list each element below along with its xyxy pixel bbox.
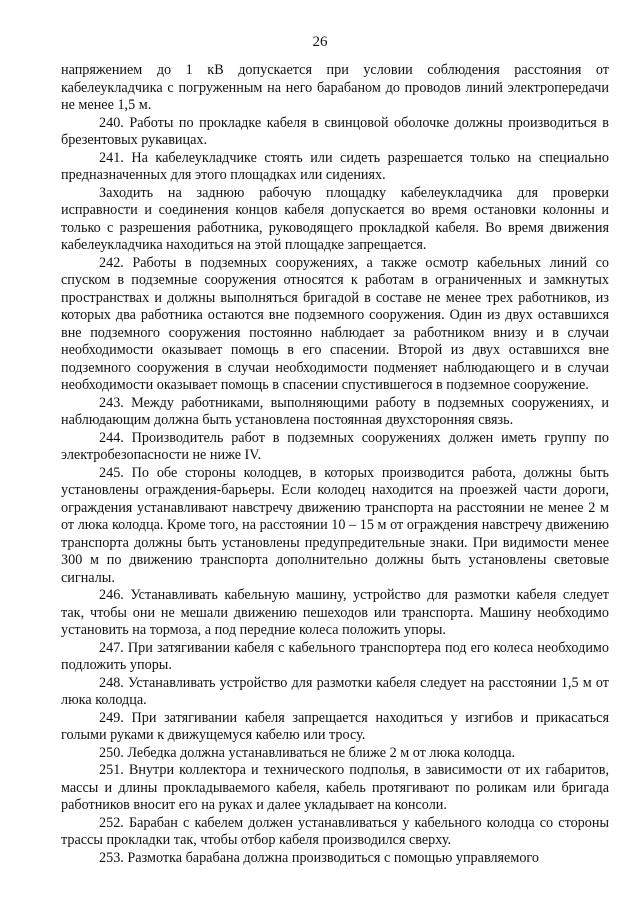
paragraph-241-note: Заходить на заднюю рабочую площадку кабелеукладчика для проверки исправности и соединения концов кабеля допускается во время остановки колонны и только с разрешения работника, руководящего прокладкой кабеля. Во время движения кабелеукладчика находиться на этой площадке запрещается.: [61, 184, 609, 253]
paragraph-246: 246. Устанавливать кабельную машину, устройство для размотки кабеля следует так, чтобы они не мешали движению пешеходов или транспорта. Машину необходимо установить на тормоза, а под передние колеса положить упоры.: [61, 587, 609, 638]
page-number: 26: [312, 34, 328, 50]
paragraph-241: 241. На кабелеукладчике стоять или сидеть разрешается только на специально предназначенных для этого площадках или сидениях.: [61, 149, 609, 183]
paragraph-248: 248. Устанавливать устройство для размотки кабеля следует на расстоянии 1,5 м от люка колодца.: [61, 674, 609, 708]
paragraph-247: 247. При затягивании кабеля с кабельного транспортера под его колеса необходимо подложить упоры.: [61, 639, 609, 673]
paragraph-243: 243. Между работниками, выполняющими работу в подземных сооружениях, и наблюдающим должна быть установлена постоянная двухсторонняя связь.: [61, 394, 609, 428]
paragraph-253: 253. Размотка барабана должна производиться с помощью управляемого: [99, 849, 539, 866]
paragraph-251: 251. Внутри коллектора и технического подполья, в зависимости от их габаритов, массы и длины прокладываемого кабеля, кабель протягивают по роликам или бригада работников вносит его на руках и далее укладывает на консоли.: [61, 762, 609, 813]
paragraph-249: 249. При затягивании кабеля запрещается находиться у изгибов и прикасаться голыми руками к движущемуся кабелю или тросу.: [61, 709, 609, 743]
paragraph-242: 242. Работы в подземных сооружениях, а также осмотр кабельных линий со спуском в подземные сооружения относятся к работам в ограниченных и замкнутых пространствах и должны выполняться бригадой в составе не менее трех работников, из которых два работника остаются вне подземного сооружения. Один из двух оставшихся вне подземного сооружения постоянно наблюдает за работником внизу и в случаи необходимости оказывает помощь в его спасении. Второй из двух оставшихся вне подземного сооружения в случаи необходимости подменяет наблюдающего и в случаи необходимости оказывает помощь в спасении спустившегося в подземное сооружение.: [61, 254, 609, 393]
paragraph-245: 245. По обе стороны колодцев, в которых производится работа, должны быть установлены ограждения-барьеры. Если колодец находится на проезжей части дороги, ограждения устанавливают навстречу движению транспорта на расстоянии не менее 2 м от люка колодца. Кроме того, на расстоянии 10 – 15 м от ограждения навстречу движению транспорта должны быть установлены предупредительные знаки. При видимости менее 300 м по движению транспорта дополнительно должны быть установлены световые сигналы.: [61, 464, 609, 586]
document-body: [61, 62, 609, 867]
paragraph-240: 240. Работы по прокладке кабеля в свинцовой оболочке должны производиться в брезентовых рукавицах.: [61, 114, 609, 148]
paragraph-continuation: напряжением до 1 кВ допускается при условии соблюдения расстояния от кабелеукладчика с погруженным на него барабаном до проводов линий электропередачи не менее 1,5 м.: [61, 62, 609, 113]
paragraph-252: 252. Барабан с кабелем должен устанавливаться у кабельного колодца со стороны трассы прокладки так, чтобы отбор кабеля производился сверху.: [61, 814, 609, 848]
paragraph-244: 244. Производитель работ в подземных сооружениях должен иметь группу по электробезопасности не ниже IV.: [61, 429, 609, 463]
paragraph-250: 250. Лебедка должна устанавливаться не ближе 2 м от люка колодца.: [99, 744, 516, 761]
